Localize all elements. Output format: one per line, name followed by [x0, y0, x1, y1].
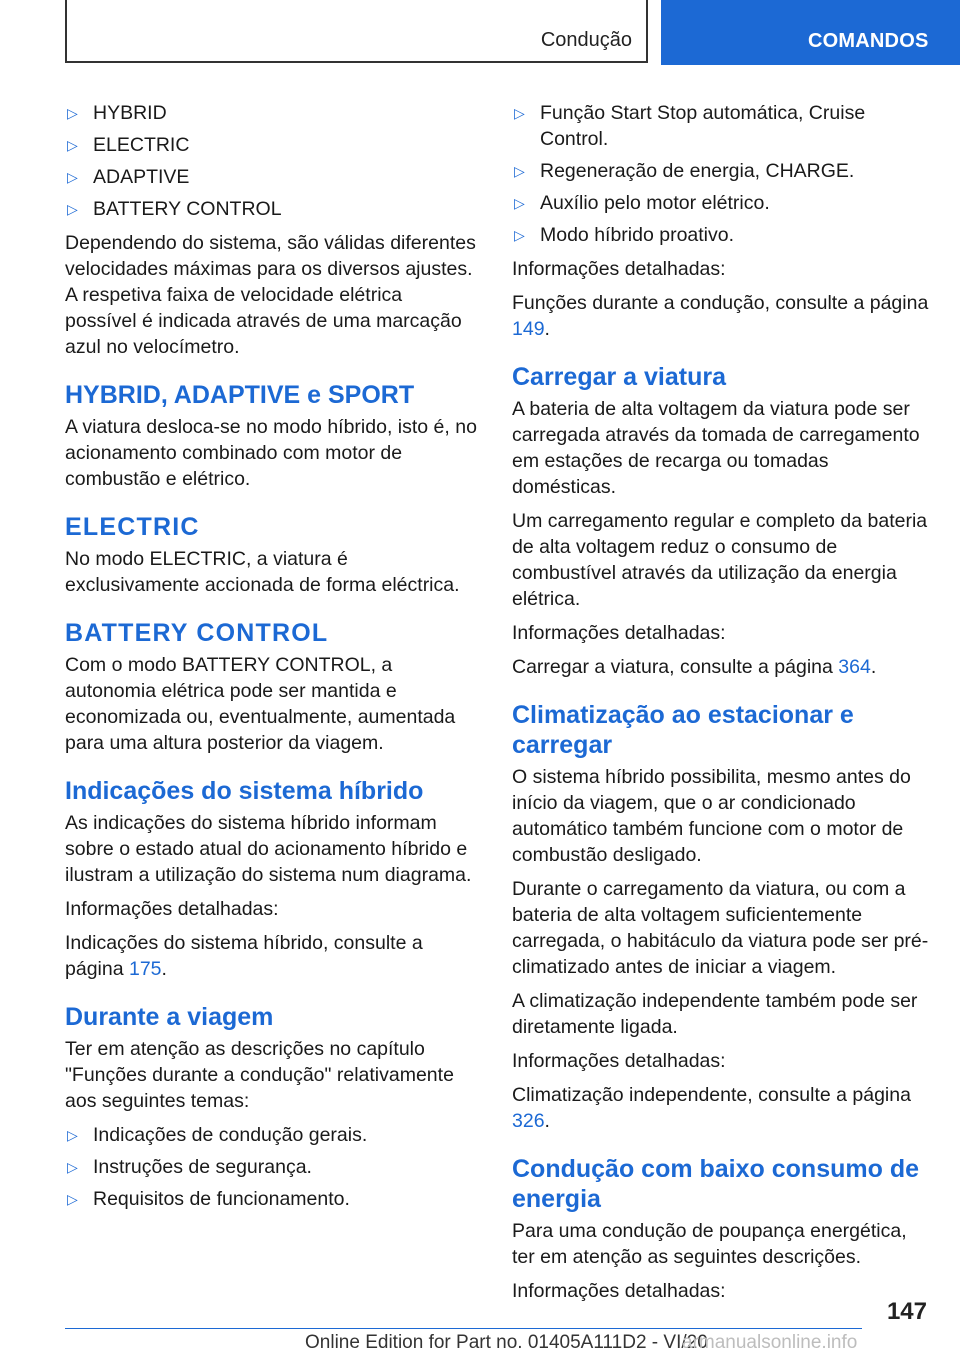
info-label: Informações detalhadas: [65, 898, 279, 920]
right-column [512, 100, 932, 1312]
triangle-bullet-icon: ▷ [514, 163, 525, 179]
page-number: 147 [886, 1298, 927, 1325]
list-item: ▷ Regeneração de energia, CHARGE. [514, 160, 855, 182]
page-link[interactable]: 175 [128, 958, 162, 980]
list-item: ▷ Requisitos de funcionamento. [67, 1188, 350, 1210]
heading-hybrid-indications: Indicações do sistema híbrido [65, 777, 424, 805]
paragraph-charge-2: Um carregamento regular e completo da bateria de alta voltagem reduz o consumo de combustível através da utilização da energia elétrica. [512, 510, 928, 610]
page-reference: Climatização independente, consulte a página 326. [512, 1084, 911, 1132]
triangle-bullet-icon: ▷ [67, 105, 78, 121]
page-header [0, 0, 960, 66]
list-item: ▷ ADAPTIVE [67, 166, 190, 188]
page-reference: Funções durante a condução, consulte a página 149. [512, 292, 929, 340]
section-title: Condução [540, 29, 632, 51]
paragraph-climatization-2: Durante o carregamento da viatura, ou com a bateria de alta voltagem suficientemente carregada, o habitáculo da viatura pode ser pré-climatizado antes de iniciar a viagem. [512, 878, 929, 978]
heading-eco-driving: Condução com baixo consumo de energia [512, 1155, 919, 1213]
info-label: Informações detalhadas: [512, 1280, 726, 1302]
triangle-bullet-icon: ▷ [67, 169, 78, 185]
heading-during-trip: Durante a viagem [65, 1003, 274, 1031]
topic-list [65, 1122, 477, 1212]
list-item: ▷ ELECTRIC [67, 134, 190, 156]
triangle-bullet-icon: ▷ [514, 195, 525, 211]
triangle-bullet-icon: ▷ [67, 1127, 78, 1143]
list-item: ▷ Indicações de condução gerais. [67, 1124, 368, 1146]
triangle-bullet-icon: ▷ [514, 227, 525, 243]
triangle-bullet-icon: ▷ [514, 105, 525, 121]
left-column [65, 100, 477, 1220]
section-box [65, 0, 648, 63]
heading-battery-control: BATTERY CONTROL [65, 619, 329, 647]
list-item: ▷ HYBRID [67, 102, 167, 124]
heading-charge: Carregar a viatura [512, 363, 727, 391]
triangle-bullet-icon: ▷ [67, 137, 78, 153]
paragraph-electric: No modo ELECTRIC, a viatura é exclusivamente accionada de forma eléctrica. [65, 548, 460, 596]
paragraph-hybrid-indications: As indicações do sistema híbrido informam sobre o estado atual do acionamento híbrido e ilustram a utilização do sistema num diagrama. [65, 812, 472, 886]
chapter-tab: COMANDOS [661, 0, 960, 65]
list-item: ▷ BATTERY CONTROL [67, 198, 282, 220]
paragraph-climatization-3: A climatização independente também pode ser diretamente ligada. [512, 990, 918, 1038]
info-label: Informações detalhadas: [512, 622, 726, 644]
list-item: ▷ Função Start Stop automática, Cruise Control. [514, 102, 866, 150]
paragraph-climatization-1: O sistema híbrido possibilita, mesmo antes do início da viagem, que o ar condicionado automático também funcione com o motor de combustão desligado. [512, 766, 911, 866]
info-label: Informações detalhadas: [512, 258, 726, 280]
info-label: Informações detalhadas: [512, 1050, 726, 1072]
edition-text: Online Edition for Part no. 01405A111D2 - VI/20 [305, 1332, 708, 1353]
page-link[interactable]: 326 [512, 1110, 545, 1132]
footer-divider [65, 1328, 862, 1329]
triangle-bullet-icon: ▷ [67, 1159, 78, 1175]
paragraph-charge-1: A bateria de alta voltagem da viatura pode ser carregada através da tomada de carregamento em estações de recarga ou tomadas domésticas. [512, 398, 920, 498]
list-item: ▷ Modo híbrido proativo. [514, 224, 735, 246]
function-list [512, 100, 932, 248]
intro-paragraph: Dependendo do sistema, são válidas diferentes velocidades máximas para os diversos ajustes. A respetiva faixa de velocidade elétrica possível é indicada através de uma marcação azul no velocímetro. [65, 232, 476, 358]
page-link[interactable]: 149 [512, 318, 545, 340]
page-link[interactable]: 364 [838, 656, 871, 678]
list-item: ▷ Instruções de segurança. [67, 1156, 312, 1178]
paragraph-hybrid: A viatura desloca-se no modo híbrido, isto é, no acionamento combinado com motor de combustão e elétrico. [65, 416, 477, 490]
page-reference: Carregar a viatura, consulte a página 364. [512, 656, 877, 678]
page-reference: Indicações do sistema híbrido, consulte a página 175. [65, 932, 423, 980]
triangle-bullet-icon: ▷ [67, 201, 78, 217]
triangle-bullet-icon: ▷ [67, 1191, 78, 1207]
watermark: armanualsonline.info [682, 1332, 858, 1353]
heading-electric: ELECTRIC [65, 513, 200, 541]
paragraph-eco-driving: Para uma condução de poupança energética, ter em atenção as seguintes descrições. [512, 1220, 907, 1268]
paragraph-battery-control: Com o modo BATTERY CONTROL, a autonomia elétrica pode ser mantida e economizada ou, eventualmente, aumentada para uma altura posterior da viagem. [65, 654, 456, 754]
mode-list [65, 100, 477, 222]
paragraph-during-trip: Ter em atenção as descrições no capítulo "Funções durante a condução" relativamente aos seguintes temas: [65, 1038, 454, 1112]
heading-hybrid: HYBRID, ADAPTIVE e SPORT [65, 381, 415, 409]
list-item: ▷ Auxílio pelo motor elétrico. [514, 192, 770, 214]
heading-climatization: Climatização ao estacionar e carregar [512, 701, 854, 759]
